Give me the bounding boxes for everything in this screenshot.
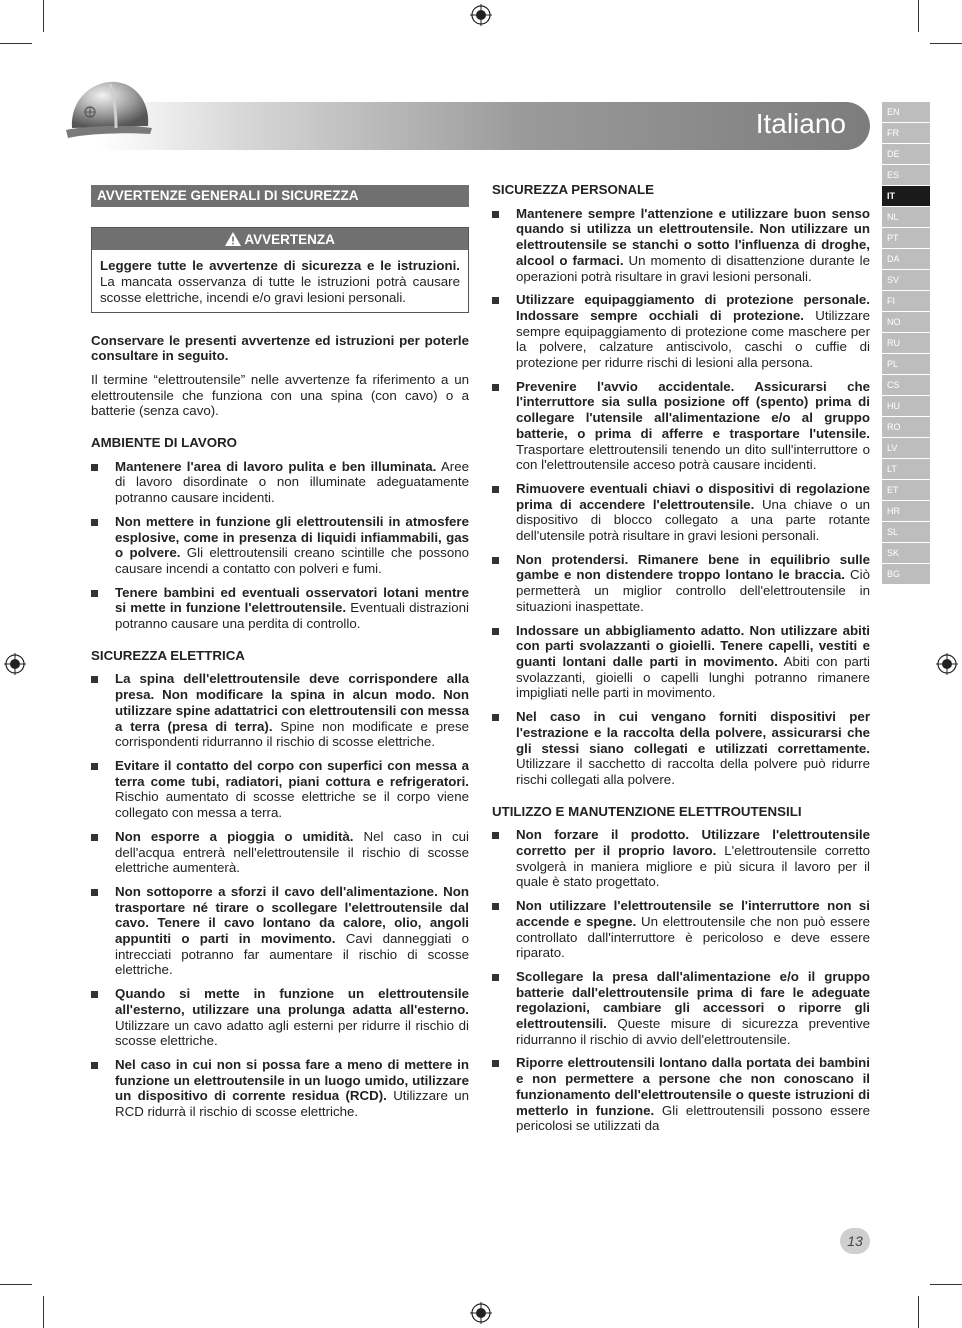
right-column	[492, 182, 870, 1142]
crop-mark	[43, 0, 44, 32]
intro-bold: Conservare le presenti avvertenze ed istruzioni per poterle consultare in seguito.	[91, 332, 469, 364]
list-item: Mantenere l'area di lavoro pulita e ben illuminata. Aree di lavoro disordinate o non illuminate adeguatamente potranno causare incidenti.	[91, 459, 469, 506]
safety-helmet-icon	[64, 76, 154, 148]
crop-mark	[918, 1296, 919, 1328]
left-column	[91, 182, 469, 1128]
language-tab[interactable]: BG	[882, 564, 930, 584]
language-tab[interactable]: DA	[882, 249, 930, 269]
language-tab-active[interactable]: IT	[882, 186, 930, 206]
work-area-heading: AMBIENTE DI LAVORO	[91, 435, 238, 451]
language-tab[interactable]: NL	[882, 207, 930, 227]
list-item: Scollegare la presa dall'alimentazione e/o il gruppo batterie dall'elettroutensile prima di fare le adeguate regolazioni, cambiare gli accessori o riporre gli elettroutensili. Queste misure di sicurezza preventive ridurranno il rischio di avvio dell'elettroutensile.	[492, 969, 870, 1048]
electrical-list	[91, 671, 469, 1119]
language-tab[interactable]: LV	[882, 438, 930, 458]
warning-box	[91, 227, 469, 313]
crop-mark	[918, 0, 919, 32]
warning-bold: Leggere tutte le avvertenze di sicurezza e le istruzioni.	[100, 258, 460, 274]
language-tab[interactable]: ES	[882, 165, 930, 185]
language-tab[interactable]: CS	[882, 375, 930, 395]
crop-mark	[0, 1284, 32, 1285]
warning-title: AVVERTENZA	[244, 231, 335, 247]
list-item: Mantenere sempre l'attenzione e utilizzare buon senso quando si utilizza un elettroutensile. Non utilizzare un elettroutensile se stanchi o sotto l'influenza di droghe, alcool o farmaci. Un momento di disattenzione durante le operazioni potrà risultare in gravi lesioni personali.	[492, 206, 870, 285]
tool-use-heading: UTILIZZO E MANUTENZIONE ELETTROUTENSILI	[492, 803, 802, 819]
work-area-list	[91, 459, 469, 632]
list-item: La spina dell'elettroutensile deve corrispondere alla presa. Non modificare la spina in alcun modo. Non utilizzare spine adattatrici con elettroutensili con messa a terra (presa di terra). Spine non modificate e prese corrispondenti ridurranno il rischio di scosse elettriche.	[91, 671, 469, 750]
language-tab[interactable]: SK	[882, 543, 930, 563]
crop-mark	[930, 43, 962, 44]
list-item: Non mettere in funzione gli elettroutensili in atmosfere esplosive, come in presenza di liquidi infiammabili, gas o polvere. Gli elettroutensili creano scintille che possono causare incendi a contatto con polveri e fumi.	[91, 514, 469, 577]
language-tab[interactable]: RO	[882, 417, 930, 437]
section-title: AVVERTENZE GENERALI DI SICUREZZA	[91, 185, 469, 207]
warning-text: La mancata osservanza di tutte le istruzioni potrà causare scosse elettriche, incendi e/o gravi lesioni personali.	[100, 274, 460, 305]
list-item: Quando si mette in funzione un elettroutensile all'esterno, utilizzare una prolunga adatta all'esterno. Utilizzare un cavo adatto agli esterni per ridurre il rischio di scosse elettriche.	[91, 986, 469, 1049]
language-tab[interactable]: DE	[882, 144, 930, 164]
list-item: Tenere bambini ed eventuali osservatori lotani mentre si mette in funzione l'elettroutensile. Eventuali distrazioni potranno causare una perdita di controllo.	[91, 585, 469, 632]
personal-heading: SICUREZZA PERSONALE	[492, 182, 655, 197]
page-number: 13	[840, 1228, 870, 1254]
language-tab[interactable]: EN	[882, 102, 930, 122]
language-tab[interactable]: PT	[882, 228, 930, 248]
language-tab[interactable]: SV	[882, 270, 930, 290]
language-tab[interactable]: FR	[882, 123, 930, 143]
list-item: Prevenire l'avvio accidentale. Assicurarsi che l'interruttore sia sulla posizione off (spento) prima di collegare l'utensile all'alimentazione e/o al gruppo batterie, o prima di afferre e trasportare l'utensile. Trasportare elettroutensili tenendo un dito sull'interruttore o con l'elettroutensile acceso potrà causare incidenti.	[492, 379, 870, 473]
language-tab[interactable]: FI	[882, 291, 930, 311]
list-item: Rimuovere eventuali chiavi o dispositivi di regolazione prima di accendere l'elettroutensile. Una chiave o un dispositivo di blocco collegato a una parte rotante dell'utensile potrà risultare in gravi lesioni personali.	[492, 481, 870, 544]
registration-mark-icon	[470, 1302, 492, 1324]
tool-use-list	[492, 827, 870, 1134]
list-item: Riporre elettroutensili lontano dalla portata dei bambini e non permettere a persone che non conoscano il funzionamento dell'elettroutensile o queste istruzioni di metterlo in funzione. Gli elettroutensili possono essere pericolosi se utilizzati da	[492, 1055, 870, 1134]
language-tab[interactable]: SL	[882, 522, 930, 542]
list-item: Utilizzare equipaggiamento di protezione personale. Indossare sempre occhiali di protezione. Utilizzare sempre equipaggiamento di protezione come maschere per la polvere, calzature antiscivolo, caschi o cuffie di protezione per ridurre rischi di lesioni alla persona.	[492, 292, 870, 371]
language-tab[interactable]: NO	[882, 312, 930, 332]
list-item: Nel caso in cui non si possa fare a meno di mettere in funzione un elettroutensile in un luogo umido, utilizzare un dispositivo di corrente residua (RCD). Utilizzare un RCD ridurrà il rischio di scosse elettriche.	[91, 1057, 469, 1120]
registration-mark-icon	[936, 653, 958, 675]
electrical-heading: SICUREZZA ELETTRICA	[91, 647, 245, 663]
crop-mark	[0, 43, 32, 44]
list-item: Non protendersi. Rimanere bene in equilibrio sulle gambe e non distendere troppo lontano le braccia. Ciò permetterà un miglior controllo dell'elettroutensile in situazioni inaspettate.	[492, 552, 870, 615]
list-item: Non esporre a pioggia o umidità. Nel caso in cui dell'acqua entrerà nell'elettroutensile il rischio di scosse elettriche aumenterà.	[91, 829, 469, 876]
warning-header	[92, 228, 468, 251]
registration-mark-icon	[4, 653, 26, 675]
language-tab[interactable]: HR	[882, 501, 930, 521]
crop-mark	[930, 1284, 962, 1285]
list-item: Non utilizzare l'elettroutensile se l'interruttore non si accende e spegne. Un elettroutensile che non può essere controllato dall'interruttore è pericoloso e deve essere riparato.	[492, 898, 870, 961]
list-item: Evitare il contatto del corpo con superfici con messa a terra come tubi, radiatori, piani cottura e refrigeratori. Rischio aumentato di scosse elettriche se il corpo viene collegato con messa a terra.	[91, 758, 469, 821]
warning-triangle-icon	[225, 232, 241, 246]
language-tab[interactable]: RU	[882, 333, 930, 353]
crop-mark	[43, 1296, 44, 1328]
list-item: Non forzare il prodotto. Utilizzare l'elettroutensile corretto per il proprio lavoro. L'elettroutensile corretto svolgerà in maniera migliore e più sicura il lavoro per il quale è stato progettato.	[492, 827, 870, 890]
language-tab[interactable]: LT	[882, 459, 930, 479]
personal-list	[492, 206, 870, 788]
warning-body	[92, 250, 468, 311]
registration-mark-icon	[470, 4, 492, 26]
intro-text: Il termine “elettroutensile” nelle avvertenze fa riferimento a un elettroutensile che funziona con una spina (con cavo) o a batterie (senza cavo).	[91, 371, 469, 419]
header-bar	[100, 102, 870, 150]
language-tabs	[882, 102, 930, 585]
page-title: Italiano	[755, 108, 846, 139]
language-tab[interactable]: HU	[882, 396, 930, 416]
list-item: Non sottoporre a sforzi il cavo dell'alimentazione. Non trasportare né tirare o scollegare l'elettroutensile dal cavo. Tenere il cavo lontano da calore, olio, angoli appuntiti o parti in movimento. Cavi danneggiati o intrecciati potranno far aumentare il rischio di scosse elettriche.	[91, 884, 469, 978]
language-tab[interactable]: PL	[882, 354, 930, 374]
list-item: Indossare un abbigliamento adatto. Non utilizzare abiti con parti svolazzanti o gioielli. Tenere capelli, vestiti e guanti lontani dalle parti in movimento. Abiti con parti svolazzanti, gioielli o capelli lunghi potranno rimanere impigliati nelle parti in movimento.	[492, 623, 870, 702]
list-item: Nel caso in cui vengano forniti dispositivi per l'estrazione e la raccolta della polvere, assicurarsi che gli stessi siano collegati e utilizzati correttamente. Utilizzare il sacchetto di raccolta della polvere può ridurre rischi collegati alla polvere.	[492, 709, 870, 788]
language-tab[interactable]: ET	[882, 480, 930, 500]
